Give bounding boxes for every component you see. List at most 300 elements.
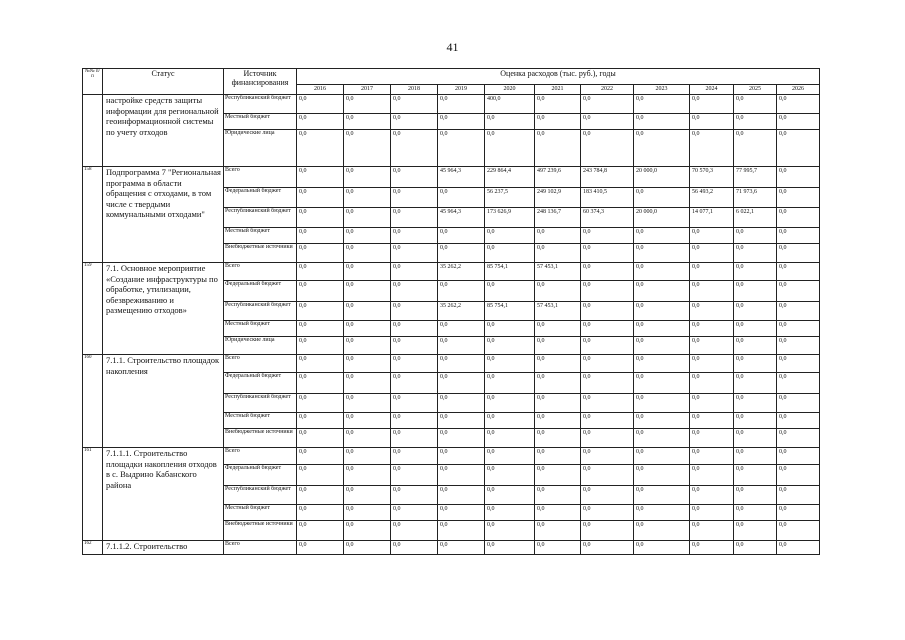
value-cell: 0,0 bbox=[581, 373, 634, 394]
value-cell: 0,0 bbox=[344, 337, 391, 355]
value-cell: 0,0 bbox=[391, 541, 438, 555]
value-cell: 0,0 bbox=[391, 337, 438, 355]
header-year: 2017 bbox=[344, 85, 391, 95]
table-row bbox=[83, 167, 820, 188]
value-cell: 20 000,0 bbox=[634, 208, 690, 228]
value-cell: 0,0 bbox=[391, 486, 438, 505]
value-cell: 0,0 bbox=[297, 465, 344, 486]
source-cell: Федеральный бюджет bbox=[224, 188, 297, 208]
value-cell: 0,0 bbox=[391, 114, 438, 130]
value-cell: 0,0 bbox=[297, 355, 344, 373]
value-cell: 0,0 bbox=[777, 263, 820, 281]
source-cell: Республиканский бюджет bbox=[224, 394, 297, 413]
value-cell: 0,0 bbox=[690, 521, 734, 541]
value-cell: 0,0 bbox=[391, 208, 438, 228]
value-cell: 0,0 bbox=[438, 188, 485, 208]
value-cell: 0,0 bbox=[581, 244, 634, 263]
value-cell: 0,0 bbox=[485, 521, 535, 541]
value-cell: 0,0 bbox=[297, 244, 344, 263]
value-cell: 0,0 bbox=[581, 448, 634, 465]
value-cell: 0,0 bbox=[535, 337, 581, 355]
value-cell: 0,0 bbox=[485, 373, 535, 394]
value-cell: 0,0 bbox=[734, 465, 777, 486]
value-cell: 0,0 bbox=[734, 505, 777, 521]
source-cell: Всего bbox=[224, 167, 297, 188]
value-cell: 0,0 bbox=[391, 228, 438, 244]
value-cell: 0,0 bbox=[344, 321, 391, 337]
header-status: Статус bbox=[103, 69, 224, 95]
value-cell: 0,0 bbox=[734, 521, 777, 541]
source-cell: Юридические лица bbox=[224, 337, 297, 355]
value-cell: 0,0 bbox=[734, 355, 777, 373]
value-cell: 0,0 bbox=[777, 188, 820, 208]
header-year: 2022 bbox=[581, 85, 634, 95]
value-cell: 0,0 bbox=[297, 521, 344, 541]
value-cell: 57 453,1 bbox=[535, 263, 581, 281]
value-cell: 0,0 bbox=[344, 130, 391, 167]
value-cell: 0,0 bbox=[297, 114, 344, 130]
value-cell: 0,0 bbox=[344, 95, 391, 114]
value-cell: 0,0 bbox=[690, 505, 734, 521]
value-cell: 0,0 bbox=[485, 505, 535, 521]
value-cell: 57 453,1 bbox=[535, 302, 581, 321]
value-cell: 0,0 bbox=[391, 302, 438, 321]
value-cell: 0,0 bbox=[734, 429, 777, 448]
value-cell: 0,0 bbox=[485, 413, 535, 429]
value-cell: 0,0 bbox=[690, 321, 734, 337]
value-cell: 0,0 bbox=[297, 302, 344, 321]
value-cell: 0,0 bbox=[344, 373, 391, 394]
value-cell: 0,0 bbox=[777, 208, 820, 228]
header-year: 2016 bbox=[297, 85, 344, 95]
value-cell: 0,0 bbox=[634, 486, 690, 505]
value-cell: 0,0 bbox=[535, 95, 581, 114]
value-cell: 0,0 bbox=[391, 394, 438, 413]
value-cell: 0,0 bbox=[535, 465, 581, 486]
status-cell: 7.1.1. Строительство площадок накопления bbox=[103, 355, 224, 448]
source-cell: Местный бюджет bbox=[224, 228, 297, 244]
value-cell: 0,0 bbox=[297, 167, 344, 188]
value-cell: 0,0 bbox=[535, 429, 581, 448]
value-cell: 70 570,3 bbox=[690, 167, 734, 188]
value-cell: 0,0 bbox=[777, 355, 820, 373]
table-row bbox=[83, 448, 820, 465]
source-cell: Юридические лица bbox=[224, 130, 297, 167]
value-cell: 0,0 bbox=[297, 337, 344, 355]
value-cell: 0,0 bbox=[634, 541, 690, 555]
value-cell: 0,0 bbox=[438, 337, 485, 355]
value-cell: 0,0 bbox=[734, 281, 777, 302]
value-cell: 0,0 bbox=[777, 244, 820, 263]
value-cell: 0,0 bbox=[734, 448, 777, 465]
value-cell: 0,0 bbox=[690, 228, 734, 244]
value-cell: 0,0 bbox=[438, 505, 485, 521]
value-cell: 45 964,3 bbox=[438, 167, 485, 188]
value-cell: 0,0 bbox=[438, 394, 485, 413]
value-cell: 0,0 bbox=[581, 321, 634, 337]
value-cell: 0,0 bbox=[734, 302, 777, 321]
source-cell: Местный бюджет bbox=[224, 505, 297, 521]
status-cell: настройке средств защиты информации для региональной геоинформационной системы по учету отходов bbox=[103, 95, 224, 167]
value-cell: 0,0 bbox=[391, 521, 438, 541]
value-cell: 0,0 bbox=[777, 281, 820, 302]
value-cell: 0,0 bbox=[581, 337, 634, 355]
value-cell: 229 864,4 bbox=[485, 167, 535, 188]
value-cell: 0,0 bbox=[297, 321, 344, 337]
value-cell: 0,0 bbox=[391, 95, 438, 114]
value-cell: 0,0 bbox=[734, 321, 777, 337]
value-cell: 0,0 bbox=[777, 521, 820, 541]
value-cell: 0,0 bbox=[690, 413, 734, 429]
value-cell: 0,0 bbox=[581, 355, 634, 373]
value-cell: 0,0 bbox=[344, 394, 391, 413]
value-cell: 0,0 bbox=[438, 486, 485, 505]
header-year: 2023 bbox=[634, 85, 690, 95]
value-cell: 0,0 bbox=[734, 114, 777, 130]
source-cell: Федеральный бюджет bbox=[224, 373, 297, 394]
header-year: 2018 bbox=[391, 85, 438, 95]
value-cell: 0,0 bbox=[690, 448, 734, 465]
value-cell: 0,0 bbox=[485, 448, 535, 465]
value-cell: 0,0 bbox=[734, 486, 777, 505]
value-cell: 0,0 bbox=[634, 244, 690, 263]
value-cell: 0,0 bbox=[391, 429, 438, 448]
value-cell: 0,0 bbox=[634, 337, 690, 355]
value-cell: 0,0 bbox=[634, 228, 690, 244]
header-source: Источник финансирования bbox=[224, 69, 297, 95]
status-cell: 7.1. Основное мероприятие «Создание инфраструктуры по обработке, утилизации, обезвреживанию и размещению отходов» bbox=[103, 263, 224, 355]
value-cell: 0,0 bbox=[391, 321, 438, 337]
value-cell: 0,0 bbox=[690, 281, 734, 302]
source-cell: Федеральный бюджет bbox=[224, 281, 297, 302]
source-cell: Республиканский бюджет bbox=[224, 208, 297, 228]
value-cell: 0,0 bbox=[344, 167, 391, 188]
value-cell: 183 410,5 bbox=[581, 188, 634, 208]
value-cell: 0,0 bbox=[344, 465, 391, 486]
value-cell: 0,0 bbox=[777, 302, 820, 321]
expense-table bbox=[82, 68, 820, 555]
value-cell: 56 493,2 bbox=[690, 188, 734, 208]
status-cell: Подпрограмма 7 "Региональная программа в области обращения с отходами, в том числе с твердыми коммунальными отходами" bbox=[103, 167, 224, 263]
value-cell: 0,0 bbox=[438, 321, 485, 337]
value-cell: 14 077,1 bbox=[690, 208, 734, 228]
value-cell: 0,0 bbox=[297, 486, 344, 505]
value-cell: 0,0 bbox=[297, 373, 344, 394]
header-estimate: Оценка расходов (тыс. руб.), годы bbox=[297, 69, 820, 85]
value-cell: 0,0 bbox=[438, 114, 485, 130]
value-cell: 0,0 bbox=[485, 228, 535, 244]
value-cell: 0,0 bbox=[535, 355, 581, 373]
value-cell: 0,0 bbox=[438, 95, 485, 114]
value-cell: 0,0 bbox=[297, 281, 344, 302]
value-cell: 85 754,1 bbox=[485, 263, 535, 281]
value-cell: 249 102,9 bbox=[535, 188, 581, 208]
table-row bbox=[83, 263, 820, 281]
value-cell: 0,0 bbox=[777, 337, 820, 355]
value-cell: 0,0 bbox=[777, 167, 820, 188]
value-cell: 0,0 bbox=[581, 486, 634, 505]
value-cell: 0,0 bbox=[344, 429, 391, 448]
value-cell: 0,0 bbox=[634, 505, 690, 521]
value-cell: 0,0 bbox=[734, 541, 777, 555]
value-cell: 0,0 bbox=[535, 130, 581, 167]
value-cell: 0,0 bbox=[535, 413, 581, 429]
value-cell: 0,0 bbox=[535, 114, 581, 130]
value-cell: 0,0 bbox=[297, 448, 344, 465]
value-cell: 0,0 bbox=[438, 281, 485, 302]
value-cell: 0,0 bbox=[297, 541, 344, 555]
header-year: 2020 bbox=[485, 85, 535, 95]
value-cell: 0,0 bbox=[777, 486, 820, 505]
value-cell: 0,0 bbox=[634, 465, 690, 486]
value-cell: 0,0 bbox=[690, 541, 734, 555]
value-cell: 0,0 bbox=[581, 541, 634, 555]
value-cell: 0,0 bbox=[581, 228, 634, 244]
value-cell: 0,0 bbox=[391, 244, 438, 263]
value-cell: 0,0 bbox=[438, 541, 485, 555]
value-cell: 0,0 bbox=[634, 394, 690, 413]
value-cell: 0,0 bbox=[777, 413, 820, 429]
value-cell: 0,0 bbox=[581, 114, 634, 130]
value-cell: 497 239,6 bbox=[535, 167, 581, 188]
table-row bbox=[83, 541, 820, 555]
value-cell: 0,0 bbox=[344, 486, 391, 505]
value-cell: 60 374,3 bbox=[581, 208, 634, 228]
value-cell: 0,0 bbox=[690, 465, 734, 486]
value-cell: 0,0 bbox=[438, 429, 485, 448]
value-cell: 0,0 bbox=[734, 228, 777, 244]
value-cell: 0,0 bbox=[485, 429, 535, 448]
value-cell: 0,0 bbox=[344, 114, 391, 130]
source-cell: Всего bbox=[224, 448, 297, 465]
value-cell: 71 973,6 bbox=[734, 188, 777, 208]
value-cell: 0,0 bbox=[581, 505, 634, 521]
source-cell: Местный бюджет bbox=[224, 114, 297, 130]
value-cell: 0,0 bbox=[634, 114, 690, 130]
value-cell: 0,0 bbox=[777, 130, 820, 167]
value-cell: 0,0 bbox=[391, 263, 438, 281]
value-cell: 0,0 bbox=[344, 281, 391, 302]
value-cell: 0,0 bbox=[344, 302, 391, 321]
value-cell: 0,0 bbox=[634, 373, 690, 394]
source-cell: Республиканский бюджет bbox=[224, 486, 297, 505]
value-cell: 0,0 bbox=[777, 373, 820, 394]
source-cell: Местный бюджет bbox=[224, 321, 297, 337]
source-cell: Внебюджетные источники bbox=[224, 429, 297, 448]
value-cell: 0,0 bbox=[391, 130, 438, 167]
value-cell: 0,0 bbox=[634, 281, 690, 302]
value-cell: 0,0 bbox=[777, 448, 820, 465]
value-cell: 0,0 bbox=[734, 263, 777, 281]
value-cell: 0,0 bbox=[438, 130, 485, 167]
value-cell: 0,0 bbox=[690, 429, 734, 448]
source-cell: Внебюджетные источники bbox=[224, 521, 297, 541]
value-cell: 0,0 bbox=[391, 505, 438, 521]
value-cell: 0,0 bbox=[344, 541, 391, 555]
value-cell: 0,0 bbox=[777, 228, 820, 244]
header-year: 2019 bbox=[438, 85, 485, 95]
value-cell: 0,0 bbox=[535, 486, 581, 505]
value-cell: 0,0 bbox=[438, 448, 485, 465]
value-cell: 0,0 bbox=[690, 244, 734, 263]
source-cell: Всего bbox=[224, 541, 297, 555]
value-cell: 0,0 bbox=[344, 355, 391, 373]
value-cell: 0,0 bbox=[485, 281, 535, 302]
value-cell: 0,0 bbox=[581, 429, 634, 448]
value-cell: 0,0 bbox=[581, 521, 634, 541]
value-cell: 0,0 bbox=[634, 130, 690, 167]
value-cell: 0,0 bbox=[391, 413, 438, 429]
value-cell: 0,0 bbox=[297, 263, 344, 281]
value-cell: 0,0 bbox=[777, 394, 820, 413]
row-number: 162 bbox=[83, 541, 103, 555]
value-cell: 0,0 bbox=[690, 355, 734, 373]
value-cell: 0,0 bbox=[734, 244, 777, 263]
value-cell: 0,0 bbox=[634, 448, 690, 465]
value-cell: 77 995,7 bbox=[734, 167, 777, 188]
value-cell: 0,0 bbox=[777, 114, 820, 130]
header-year: 2025 bbox=[734, 85, 777, 95]
value-cell: 0,0 bbox=[344, 188, 391, 208]
row-number: 160 bbox=[83, 355, 103, 448]
value-cell: 35 262,2 bbox=[438, 263, 485, 281]
table-row bbox=[83, 95, 820, 114]
value-cell: 0,0 bbox=[535, 541, 581, 555]
value-cell: 0,0 bbox=[438, 355, 485, 373]
value-cell: 0,0 bbox=[690, 302, 734, 321]
value-cell: 0,0 bbox=[297, 208, 344, 228]
value-cell: 0,0 bbox=[297, 188, 344, 208]
header-year: 2026 bbox=[777, 85, 820, 95]
value-cell: 0,0 bbox=[634, 521, 690, 541]
header-num: №№ п/п bbox=[83, 69, 103, 95]
value-cell: 0,0 bbox=[344, 244, 391, 263]
value-cell: 0,0 bbox=[485, 394, 535, 413]
value-cell: 0,0 bbox=[634, 95, 690, 114]
value-cell: 248 136,7 bbox=[535, 208, 581, 228]
value-cell: 0,0 bbox=[634, 413, 690, 429]
value-cell: 0,0 bbox=[777, 95, 820, 114]
value-cell: 0,0 bbox=[485, 465, 535, 486]
row-number: 161 bbox=[83, 448, 103, 541]
value-cell: 35 262,2 bbox=[438, 302, 485, 321]
value-cell: 0,0 bbox=[535, 281, 581, 302]
value-cell: 0,0 bbox=[581, 302, 634, 321]
value-cell: 0,0 bbox=[581, 95, 634, 114]
value-cell: 0,0 bbox=[344, 208, 391, 228]
value-cell: 0,0 bbox=[297, 413, 344, 429]
header-year: 2024 bbox=[690, 85, 734, 95]
value-cell: 0,0 bbox=[734, 95, 777, 114]
value-cell: 0,0 bbox=[535, 394, 581, 413]
value-cell: 0,0 bbox=[438, 521, 485, 541]
value-cell: 0,0 bbox=[535, 448, 581, 465]
value-cell: 0,0 bbox=[391, 281, 438, 302]
value-cell: 0,0 bbox=[734, 373, 777, 394]
value-cell: 0,0 bbox=[391, 465, 438, 486]
value-cell: 0,0 bbox=[485, 114, 535, 130]
value-cell: 0,0 bbox=[634, 263, 690, 281]
value-cell: 0,0 bbox=[391, 355, 438, 373]
value-cell: 0,0 bbox=[535, 244, 581, 263]
value-cell: 85 754,1 bbox=[485, 302, 535, 321]
value-cell: 0,0 bbox=[734, 394, 777, 413]
page-number: 41 bbox=[446, 40, 459, 54]
value-cell: 0,0 bbox=[391, 188, 438, 208]
value-cell: 0,0 bbox=[438, 465, 485, 486]
source-cell: Республиканский бюджет bbox=[224, 302, 297, 321]
source-cell: Всего bbox=[224, 355, 297, 373]
value-cell: 0,0 bbox=[690, 337, 734, 355]
value-cell: 0,0 bbox=[734, 337, 777, 355]
value-cell: 0,0 bbox=[777, 429, 820, 448]
value-cell: 0,0 bbox=[734, 130, 777, 167]
value-cell: 0,0 bbox=[634, 321, 690, 337]
value-cell: 0,0 bbox=[344, 521, 391, 541]
value-cell: 0,0 bbox=[297, 505, 344, 521]
value-cell: 0,0 bbox=[777, 541, 820, 555]
value-cell: 0,0 bbox=[297, 228, 344, 244]
value-cell: 45 964,3 bbox=[438, 208, 485, 228]
value-cell: 0,0 bbox=[344, 228, 391, 244]
value-cell: 0,0 bbox=[344, 413, 391, 429]
value-cell: 0,0 bbox=[535, 505, 581, 521]
value-cell: 0,0 bbox=[634, 302, 690, 321]
value-cell: 0,0 bbox=[535, 373, 581, 394]
value-cell: 0,0 bbox=[581, 130, 634, 167]
status-cell: 7.1.1.2. Строительство bbox=[103, 541, 224, 555]
value-cell: 0,0 bbox=[581, 263, 634, 281]
value-cell: 0,0 bbox=[391, 373, 438, 394]
value-cell: 0,0 bbox=[690, 394, 734, 413]
value-cell: 0,0 bbox=[634, 188, 690, 208]
value-cell: 20 000,0 bbox=[634, 167, 690, 188]
value-cell: 0,0 bbox=[777, 321, 820, 337]
value-cell: 0,0 bbox=[438, 413, 485, 429]
table-row bbox=[83, 355, 820, 373]
value-cell: 0,0 bbox=[438, 244, 485, 263]
value-cell: 0,0 bbox=[391, 167, 438, 188]
value-cell: 0,0 bbox=[690, 373, 734, 394]
row-number bbox=[83, 95, 103, 167]
value-cell: 400,0 bbox=[485, 95, 535, 114]
source-cell: Местный бюджет bbox=[224, 413, 297, 429]
value-cell: 0,0 bbox=[391, 448, 438, 465]
value-cell: 0,0 bbox=[690, 114, 734, 130]
status-cell: 7.1.1.1. Строительство площадки накопления отходов в с. Выдрино Кабанского района bbox=[103, 448, 224, 541]
value-cell: 0,0 bbox=[297, 394, 344, 413]
value-cell: 0,0 bbox=[485, 130, 535, 167]
row-number: 159 bbox=[83, 263, 103, 355]
value-cell: 0,0 bbox=[344, 448, 391, 465]
value-cell: 56 237,5 bbox=[485, 188, 535, 208]
value-cell: 0,0 bbox=[581, 394, 634, 413]
value-cell: 0,0 bbox=[297, 130, 344, 167]
value-cell: 0,0 bbox=[438, 228, 485, 244]
value-cell: 0,0 bbox=[581, 281, 634, 302]
value-cell: 0,0 bbox=[485, 244, 535, 263]
source-cell: Федеральный бюджет bbox=[224, 465, 297, 486]
value-cell: 173 626,9 bbox=[485, 208, 535, 228]
value-cell: 243 784,8 bbox=[581, 167, 634, 188]
value-cell: 0,0 bbox=[535, 228, 581, 244]
source-cell: Внебюджетные источники bbox=[224, 244, 297, 263]
value-cell: 0,0 bbox=[690, 263, 734, 281]
value-cell: 0,0 bbox=[581, 465, 634, 486]
value-cell: 0,0 bbox=[535, 321, 581, 337]
header-year: 2021 bbox=[535, 85, 581, 95]
value-cell: 0,0 bbox=[344, 505, 391, 521]
